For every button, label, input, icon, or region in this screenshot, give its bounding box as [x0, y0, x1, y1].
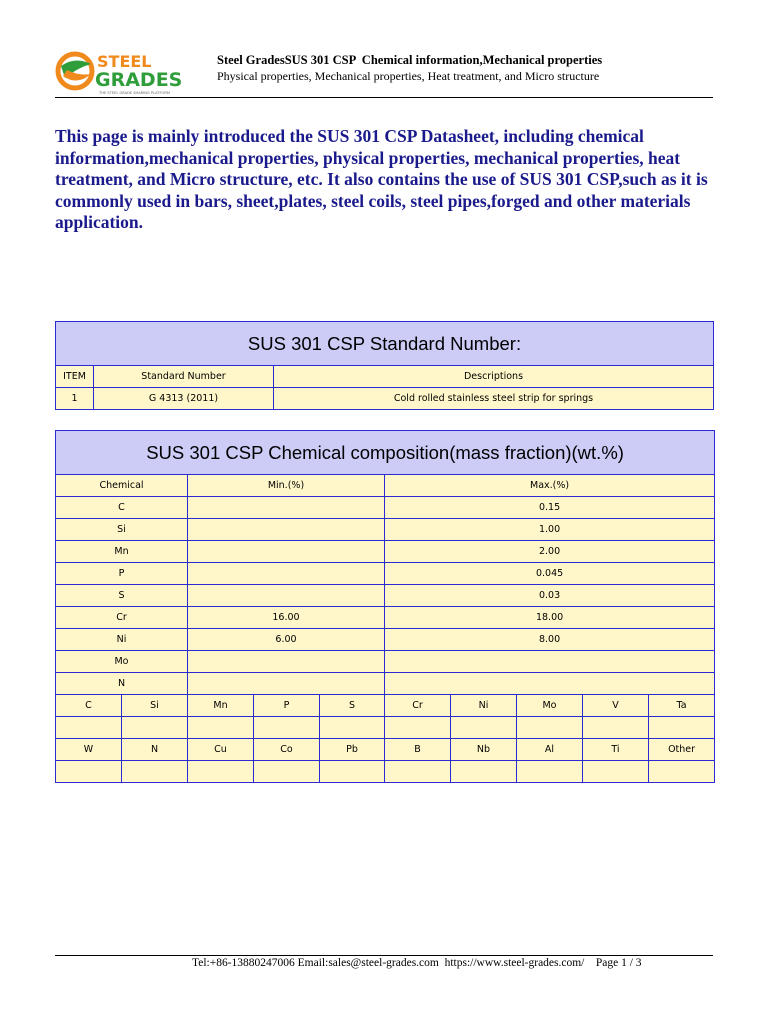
element-value-row — [56, 717, 715, 739]
table-cell: 0.03 — [385, 585, 715, 607]
table-cell — [188, 563, 385, 585]
table-cell: 1 — [56, 388, 94, 410]
table-cell: G 4313 (2011) — [94, 388, 274, 410]
table-cell — [122, 761, 188, 783]
intro-paragraph: This page is mainly introduced the SUS 301 CSP Datasheet, including chemical information,mechanical properties, physical properties, mechanical properties, heat treatment, and Micro structure, etc. It also contains the use of SUS 301 CSP,such as it is commonly used in bars, sheet,plates, steel coils, steel pipes,forged and other materials application. — [55, 126, 708, 233]
table-cell — [188, 761, 254, 783]
table-cell: S — [320, 695, 385, 717]
table-row — [56, 497, 715, 519]
table-cell: P — [56, 563, 188, 585]
table-cell: W — [56, 739, 122, 761]
table-cell — [451, 717, 517, 739]
table-cell: N — [122, 739, 188, 761]
table-cell: Si — [122, 695, 188, 717]
table-cell — [254, 717, 320, 739]
footer-divider — [55, 955, 713, 956]
table-cell: C — [56, 695, 122, 717]
table-cell — [188, 585, 385, 607]
table-cell — [188, 651, 385, 673]
table-cell: B — [385, 739, 451, 761]
table-cell — [517, 717, 583, 739]
table-cell: Ni — [451, 695, 517, 717]
header-cell: Descriptions — [274, 366, 714, 388]
table-cell — [649, 717, 715, 739]
logo-text-steel: STEEL — [97, 52, 152, 71]
chemical-composition-table — [55, 430, 715, 783]
table-cell: Ni — [56, 629, 188, 651]
table-cell: Cr — [56, 607, 188, 629]
table-cell: 8.00 — [385, 629, 715, 651]
table-caption: SUS 301 CSP Standard Number: — [56, 322, 714, 366]
table-cell: Mn — [56, 541, 188, 563]
table-row — [56, 388, 714, 410]
standard-number-table — [55, 321, 714, 410]
table-header-row — [56, 475, 715, 497]
table-cell — [385, 717, 451, 739]
table-cell — [122, 717, 188, 739]
table-cell: 18.00 — [385, 607, 715, 629]
table-cell: Mo — [56, 651, 188, 673]
table-cell — [188, 519, 385, 541]
table-cell: Nb — [451, 739, 517, 761]
table-cell: Al — [517, 739, 583, 761]
table-cell — [583, 717, 649, 739]
table-row — [56, 563, 715, 585]
table-row — [56, 673, 715, 695]
table-cell — [385, 673, 715, 695]
table-cell: Mo — [517, 695, 583, 717]
table-cell: C — [56, 497, 188, 519]
table-row — [56, 541, 715, 563]
element-value-row — [56, 761, 715, 783]
page-header — [55, 44, 713, 98]
table-cell — [188, 541, 385, 563]
header-cell: Min.(%) — [188, 475, 385, 497]
table-cell: Pb — [320, 739, 385, 761]
table-cell: Cr — [385, 695, 451, 717]
table-cell — [188, 673, 385, 695]
table-cell — [188, 497, 385, 519]
header-cell: Chemical — [56, 475, 188, 497]
header-divider — [55, 97, 713, 98]
table-cell — [583, 761, 649, 783]
table-cell: Ti — [583, 739, 649, 761]
table-cell: 6.00 — [188, 629, 385, 651]
table-cell: V — [583, 695, 649, 717]
table-cell — [517, 761, 583, 783]
table-row — [56, 519, 715, 541]
table-cell: Cold rolled stainless steel strip for springs — [274, 388, 714, 410]
table-row — [56, 629, 715, 651]
header-title: Steel GradesSUS 301 CSP Chemical information,Mechanical properties — [217, 53, 603, 67]
table-cell: 2.00 — [385, 541, 715, 563]
table-caption: SUS 301 CSP Chemical composition(mass fraction)(wt.%) — [56, 431, 715, 475]
table-cell — [56, 717, 122, 739]
table-cell: 1.00 — [385, 519, 715, 541]
table-cell — [649, 761, 715, 783]
table-cell — [451, 761, 517, 783]
table-cell — [188, 717, 254, 739]
table-cell: Other — [649, 739, 715, 761]
table-cell: 16.00 — [188, 607, 385, 629]
table-row — [56, 607, 715, 629]
table-cell — [320, 761, 385, 783]
steel-grades-logo — [55, 46, 205, 96]
table-row — [56, 651, 715, 673]
table-cell: Co — [254, 739, 320, 761]
table-cell — [385, 651, 715, 673]
header-subtitle: Physical properties, Mechanical properties, Heat treatment, and Micro structure — [217, 69, 600, 83]
header-cell: ITEM — [56, 366, 94, 388]
element-label-row — [56, 739, 715, 761]
logo-tagline: THE STEEL GRADE SHARING PLATFORM — [99, 91, 170, 95]
table-cell: Cu — [188, 739, 254, 761]
table-cell: Mn — [188, 695, 254, 717]
table-cell: S — [56, 585, 188, 607]
header-cell: Standard Number — [94, 366, 274, 388]
page-footer: Tel:+86-13880247006 Email:sales@steel-grades.com https://www.steel-grades.com/ Page 1 / 3 — [192, 957, 642, 969]
table-cell: 0.045 — [385, 563, 715, 585]
table-cell: P — [254, 695, 320, 717]
table-cell: Ta — [649, 695, 715, 717]
element-label-row — [56, 695, 715, 717]
table-row — [56, 585, 715, 607]
table-cell — [56, 761, 122, 783]
logo-text-grades: GRADES — [95, 69, 183, 91]
table-cell — [254, 761, 320, 783]
table-cell — [320, 717, 385, 739]
table-cell: 0.15 — [385, 497, 715, 519]
table-header-row — [56, 366, 714, 388]
table-cell: N — [56, 673, 188, 695]
table-cell: Si — [56, 519, 188, 541]
header-cell: Max.(%) — [385, 475, 715, 497]
table-cell — [385, 761, 451, 783]
